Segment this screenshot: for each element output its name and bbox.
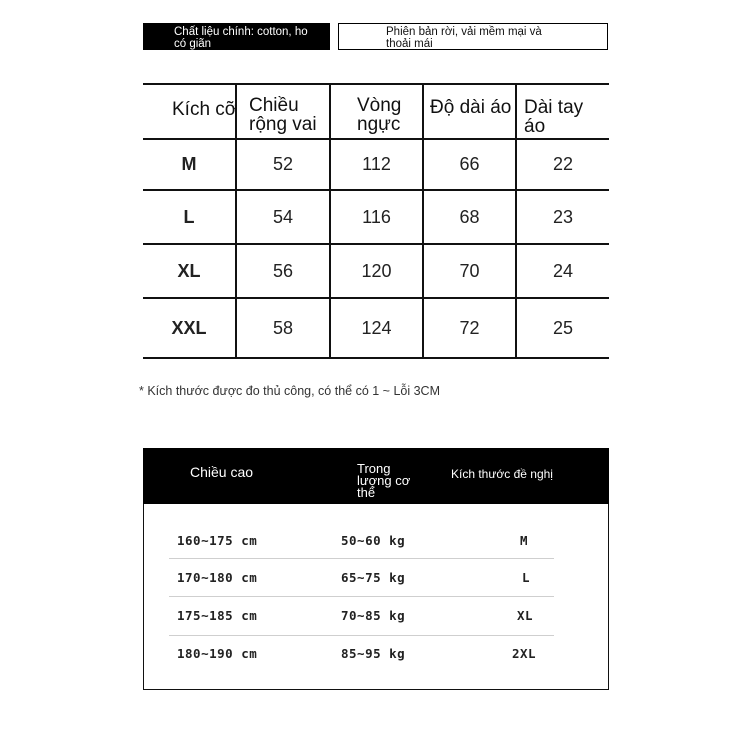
height-cell: 160~175 cm (177, 533, 258, 548)
weight-cell: 70~85 kg (341, 608, 406, 623)
table-divider (329, 83, 331, 138)
length-cell: 70 (459, 260, 480, 281)
size-cell: XXL (171, 317, 207, 338)
table-rule (143, 357, 609, 359)
height-cell: 170~180 cm (177, 570, 258, 585)
length-cell: 66 (459, 154, 480, 174)
height-cell: 175~185 cm (177, 608, 258, 623)
table-divider (515, 83, 517, 138)
header-suggested-size: Kích thước đề nghị (451, 467, 553, 481)
header-length: Độ dài áo (430, 97, 512, 118)
size-cell: M (181, 154, 197, 174)
row-separator (169, 596, 554, 597)
sleeve-cell: 25 (552, 317, 574, 338)
header-size: Kích cỡ (172, 99, 238, 120)
shoulder-cell: 58 (272, 317, 294, 338)
measurement-note: * Kích thước được đo thủ công, có thể có 1 ~ Lỗi 3CM (139, 384, 440, 398)
length-cell: 72 (459, 317, 480, 338)
suggested-size-cell: M (520, 533, 529, 548)
shoulder-cell: 54 (272, 206, 294, 227)
chest-cell: 120 (361, 260, 392, 281)
sleeve-cell: 24 (552, 260, 574, 281)
row-separator (169, 558, 554, 559)
shoulder-cell: 52 (272, 154, 294, 174)
weight-cell: 50~60 kg (341, 533, 406, 548)
size-table (143, 83, 609, 359)
header-height: Chiều cao (190, 464, 254, 480)
weight-cell: 85~95 kg (341, 646, 406, 661)
table-divider (422, 83, 424, 138)
header-weight: Trong lượng cơ thể (357, 461, 411, 500)
suggested-size-cell: 2XL (512, 646, 537, 661)
length-cell: 68 (459, 206, 480, 227)
chest-cell: 124 (361, 317, 392, 338)
material-info-text: Chất liệu chính: cotton, ho có giãn (174, 26, 308, 50)
chest-cell: 116 (362, 206, 391, 227)
recommendation-header (143, 448, 609, 504)
suggested-size-cell: XL (517, 608, 534, 623)
shoulder-cell: 56 (272, 260, 294, 281)
chest-cell: 112 (362, 154, 391, 174)
style-info-text: Phiên bản rời, vải mềm mại và thoải mái (386, 26, 542, 50)
row-separator (169, 635, 554, 636)
size-cell: XL (177, 260, 201, 281)
sleeve-cell: 23 (552, 206, 574, 227)
header-chest: Vòng ngực (357, 95, 402, 135)
header-shoulder: Chiều rộng vai (249, 95, 317, 135)
material-info-box (143, 23, 330, 50)
weight-cell: 65~75 kg (341, 570, 406, 585)
size-cell: L (183, 206, 195, 227)
style-info-box (338, 23, 608, 50)
size-recommendation-panel (143, 448, 609, 690)
height-cell: 180~190 cm (177, 646, 258, 661)
sleeve-cell: 22 (552, 154, 574, 174)
table-rule (143, 83, 609, 85)
suggested-size-cell: L (522, 570, 531, 585)
header-sleeve: Dài tay áo (524, 97, 584, 137)
